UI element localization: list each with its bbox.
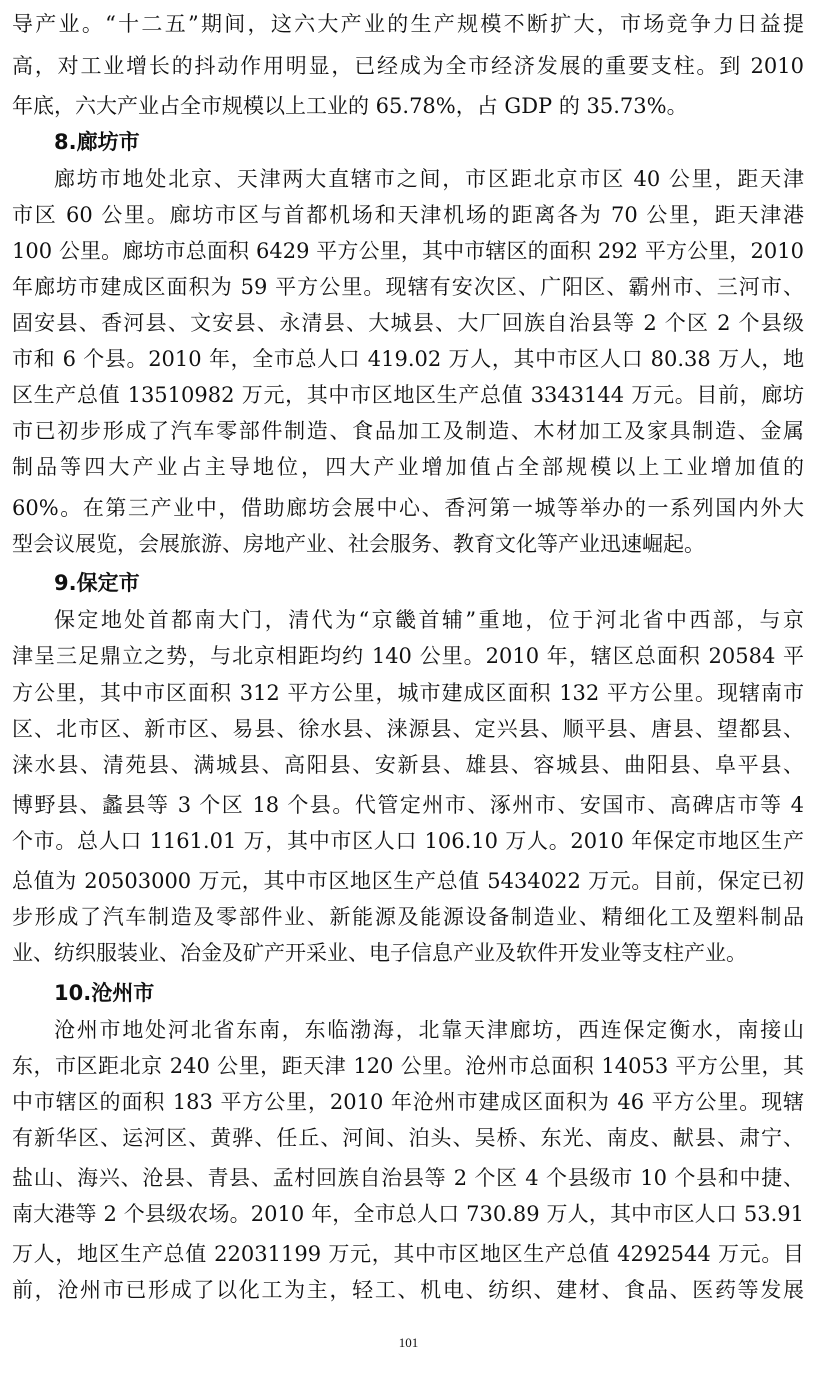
- text-line: 业、纺织服装业、冶金及矿产开采业、电子信息产业及软件开发业等支柱产业。: [12, 941, 747, 965]
- text-line: 区、北市区、新市区、易县、徐水县、涞源县、定兴县、顺平县、唐县、望都县、: [12, 717, 804, 741]
- text-line: 盐山、海兴、沧县、青县、孟村回族自治县等 2 个区 4 个县级市 10 个县和中捷、: [12, 1166, 804, 1190]
- text-line: 型会议展览，会展旅游、房地产业、社会服务、教育文化等产业迅速崛起。: [12, 532, 705, 556]
- text-line: 固安县、香河县、文安县、永清县、大城县、大厂回族自治县等 2 个区 2 个县级: [12, 311, 804, 335]
- text-line: 60%。在第三产业中，借助廊坊会展中心、香河第一城等举办的一系列国内外大: [12, 496, 804, 520]
- text-line: 高，对工业增长的抖动作用明显，已经成为全市经济发展的重要支柱。到 2010: [12, 54, 804, 78]
- text-line: 年底，六大产业占全市规模以上工业的 65.78%，占 GDP 的 35.73%。: [12, 94, 688, 118]
- text-line: 东，市区距北京 240 公里，距天津 120 公里。沧州市总面积 14053 平方公里，其: [12, 1054, 804, 1078]
- text-line: 市已初步形成了汽车零部件制造、食品加工及制造、木材加工及家具制造、金属: [12, 419, 804, 443]
- text-line: 万人，地区生产总值 22031199 万元，其中市区地区生产总值 4292544 万元。目: [12, 1242, 804, 1266]
- text-line: 津呈三足鼎立之势，与北京相距均约 140 公里。2010 年，辖区总面积 20584 平: [12, 644, 804, 668]
- text-line: 区生产总值 13510982 万元，其中市区地区生产总值 3343144 万元。目前，廊坊: [12, 383, 804, 407]
- text-line: 廊坊市地处北京、天津两大直辖市之间，市区距北京市区 40 公里，距天津: [54, 167, 804, 191]
- text-line: 市区 60 公里。廊坊市区与首都机场和天津机场的距离各为 70 公里，距天津港: [12, 203, 804, 227]
- text-line: 南大港等 2 个县级农场。2010 年，全市总人口 730.89 万人，其中市区人口 53.91: [12, 1202, 804, 1226]
- text-line: 导产业。“十二五”期间，这六大产业的生产规模不断扩大，市场竞争力日益提: [12, 12, 804, 36]
- text-line: 有新华区、运河区、黄骅、任丘、河间、泊头、吴桥、东光、南皮、献县、肃宁、: [12, 1126, 804, 1150]
- text-line: 方公里，其中市区面积 312 平方公里，城市建成区面积 132 平方公里。现辖南市: [12, 681, 804, 705]
- section-heading: 8.廊坊市: [54, 130, 140, 154]
- text-line: 涞水县、清苑县、满城县、高阳县、安新县、雄县、容城县、曲阳县、阜平县、: [12, 753, 804, 777]
- text-line: 总值为 20503000 万元，其中市区地区生产总值 5434022 万元。目前，保定已初: [12, 869, 804, 893]
- text-line: 博野县、蠡县等 3 个区 18 个县。代管定州市、涿州市、安国市、高碑店市等 4: [12, 793, 804, 817]
- text-line: 沧州市地处河北省东南，东临渤海，北靠天津廊坊，西连保定衡水，南接山: [54, 1018, 804, 1042]
- text-line: 步形成了汽车制造及零部件业、新能源及能源设备制造业、精细化工及塑料制品: [12, 905, 804, 929]
- text-line: 制品等四大产业占主导地位，四大产业增加值占全部规模以上工业增加值的: [12, 455, 804, 479]
- page-number: 101: [398, 1335, 419, 1350]
- text-line: 年廊坊市建成区面积为 59 平方公里。现辖有安次区、广阳区、霸州市、三河市、: [12, 275, 804, 299]
- text-line: 前，沧州市已形成了以化工为主，轻工、机电、纺织、建材、食品、医药等发展: [12, 1278, 804, 1302]
- text-line: 中市辖区的面积 183 平方公里，2010 年沧州市建成区面积为 46 平方公里。现辖: [12, 1090, 804, 1114]
- text-line: 个市。总人口 1161.01 万，其中市区人口 106.10 万人。2010 年保定市地区生产: [12, 829, 804, 853]
- section-heading: 9.保定市: [54, 571, 140, 595]
- text-line: 保定地处首都南大门，清代为“京畿首辅”重地，位于河北省中西部，与京: [54, 608, 804, 632]
- text-line: 市和 6 个县。2010 年，全市总人口 419.02 万人，其中市区人口 80.38 万人，地: [12, 347, 804, 371]
- section-heading: 10.沧州市: [54, 981, 155, 1005]
- text-line: 100 公里。廊坊市总面积 6429 平方公里，其中市辖区的面积 292 平方公里，2010: [12, 239, 804, 263]
